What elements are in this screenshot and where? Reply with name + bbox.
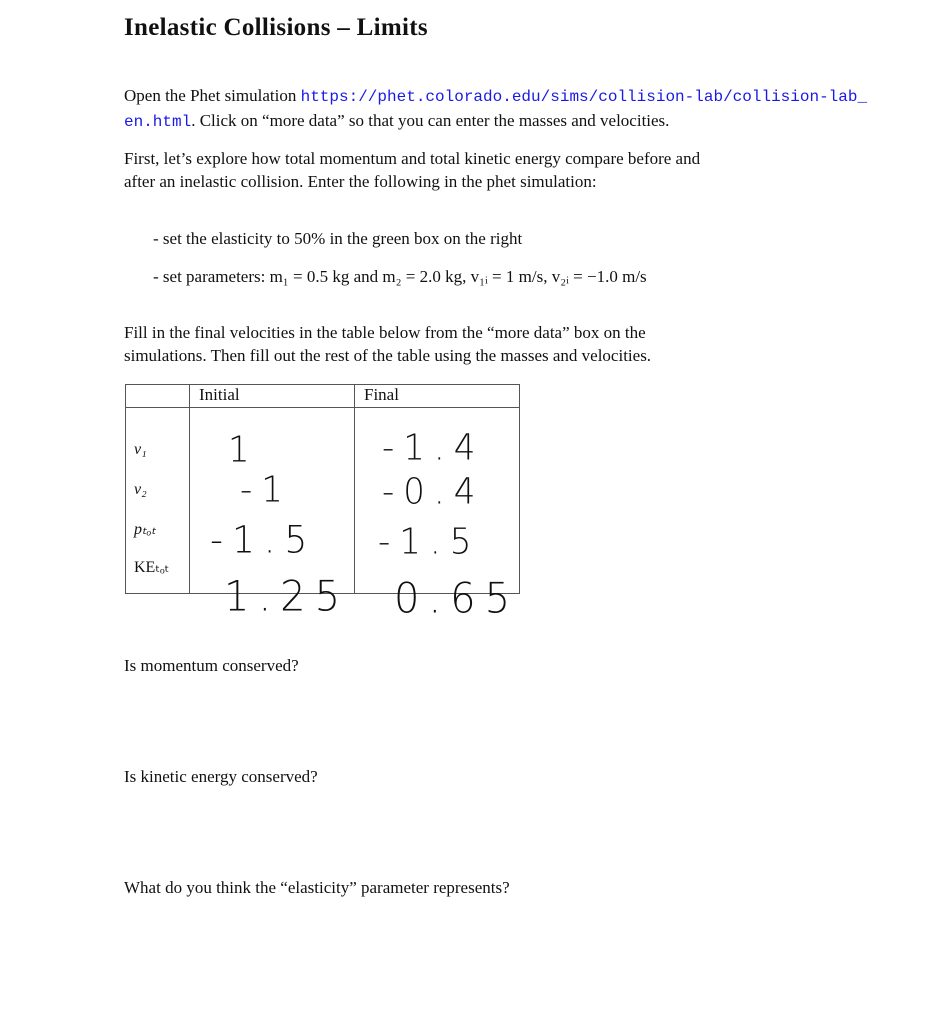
row-label-ptot: pₜₒₜ — [134, 521, 157, 538]
question-elasticity: What do you think the “elasticity” parameter represents? — [124, 878, 510, 897]
handwritten-ketot-final: 0.65 — [394, 574, 520, 624]
row-label-v2: v₂ — [134, 481, 147, 498]
row-label-v1: v₁ — [134, 441, 147, 458]
bullet-parameters: - set parameters: m₁ = 0.5 kg and m₂ = 2.0 kg, v₁ᵢ = 1 m/s, v₂ᵢ = −1.0 m/s — [153, 267, 647, 286]
page-title: Inelastic Collisions – Limits — [124, 14, 428, 41]
handwritten-ptot-initial: -1.5 — [210, 518, 317, 563]
question-momentum: Is momentum conserved? — [124, 656, 299, 675]
table-instructions — [124, 321, 904, 367]
intro-suffix: . Click on “more data” so that you can enter the masses and velocities. — [191, 111, 670, 130]
handwritten-v2-final: -0.4 — [382, 471, 485, 513]
header-final: Final — [355, 385, 520, 408]
paragraph-line: Fill in the final velocities in the table below from the “more data” box on the — [124, 323, 646, 342]
intro-paragraph — [124, 84, 904, 134]
handwritten-ketot-initial: 1.25 — [224, 572, 350, 622]
simulation-link[interactable]: https://phet.colorado.edu/sims/collision-lab/collision-lab_ — [300, 88, 868, 106]
handwritten-v1-final: -1.4 — [382, 427, 485, 469]
handwritten-ptot-final: -1.5 — [378, 521, 481, 563]
header-initial: Initial — [190, 385, 355, 408]
handwritten-v1-initial: 1 — [228, 429, 259, 471]
header-empty — [126, 385, 190, 408]
row-label-ketot: KEₜₒₜ — [134, 559, 170, 576]
simulation-link-continued[interactable]: en.html — [124, 113, 192, 131]
handwritten-v2-initial: -1 — [240, 469, 292, 511]
intro-text: Open the Phet simulation — [124, 86, 301, 105]
instructions-paragraph — [124, 147, 904, 193]
paragraph-line: after an inelastic collision. Enter the following in the phet simulation: — [124, 172, 597, 191]
paragraph-line: simulations. Then fill out the rest of the table using the masses and velocities. — [124, 346, 652, 365]
paragraph-line: First, let’s explore how total momentum and total kinetic energy compare before and — [124, 149, 701, 168]
bullet-elasticity: - set the elasticity to 50% in the green box on the right — [153, 229, 523, 248]
question-kinetic-energy: Is kinetic energy conserved? — [124, 767, 318, 786]
